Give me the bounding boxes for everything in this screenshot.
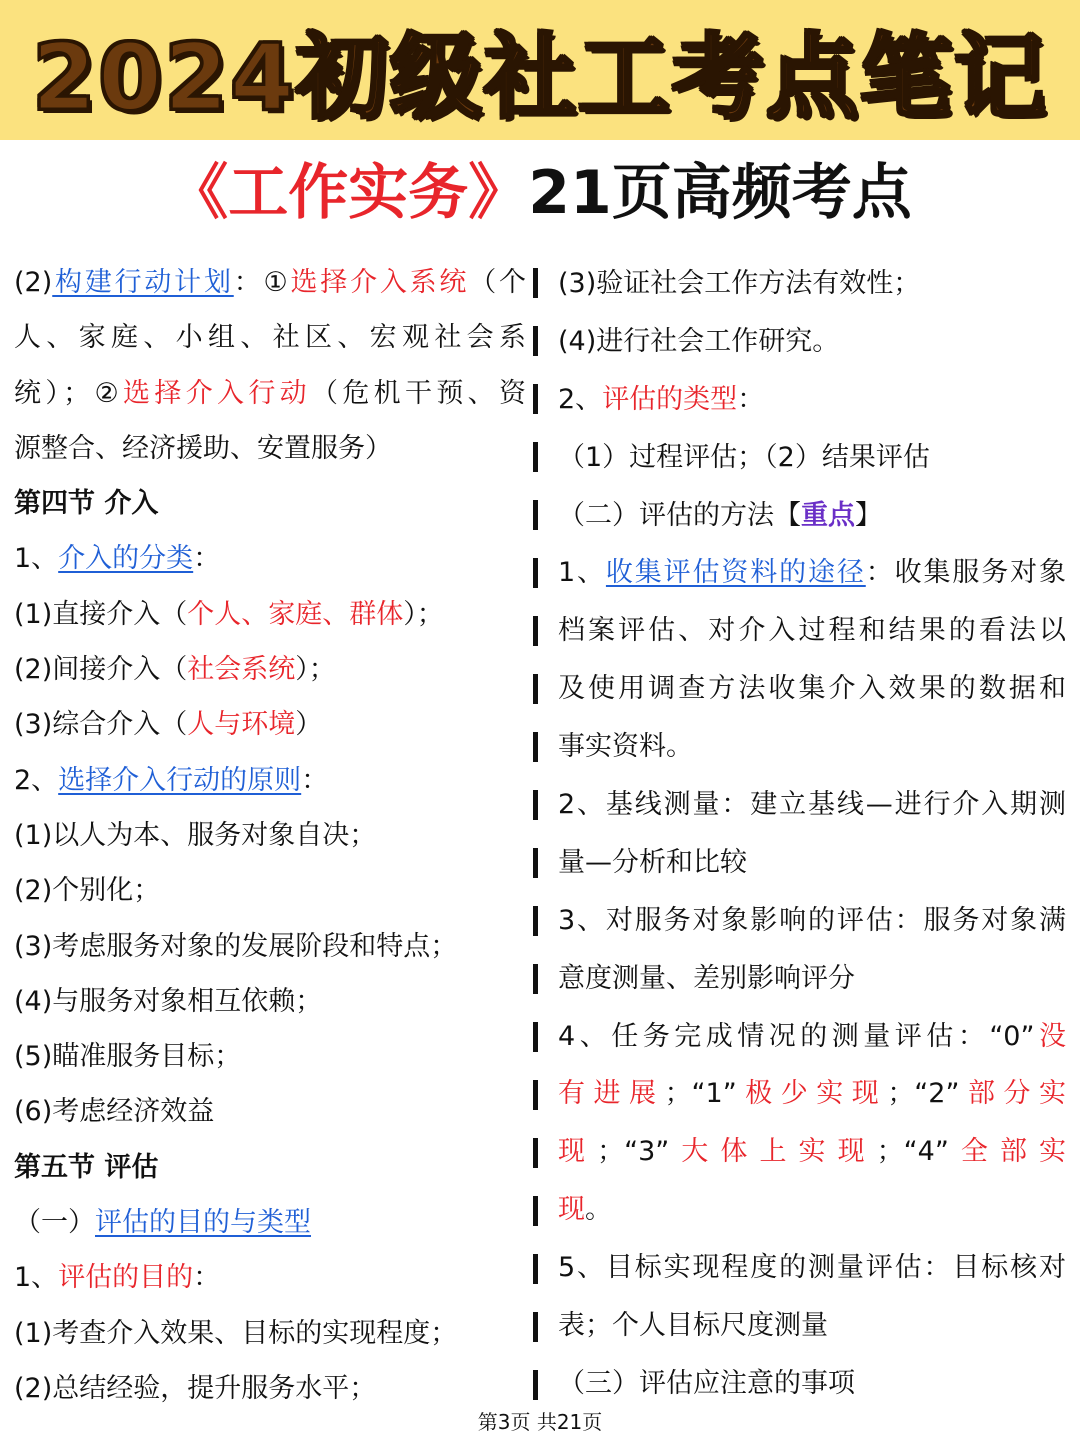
text-line: (3)验证社会工作方法有效性； xyxy=(558,268,921,299)
heading-link[interactable]: 构建行动计划 xyxy=(52,267,234,298)
highlight-text: 大体上实现 xyxy=(669,1136,877,1168)
divider-segment xyxy=(533,906,538,936)
divider-segment xyxy=(533,1080,538,1110)
text-line: 意度测量、差别影响评分 xyxy=(558,962,855,994)
divider-segment xyxy=(533,1022,538,1052)
highlight-text: 没 xyxy=(1034,1020,1066,1052)
text-line: 4、任务完成情况的测量评估：“0”没 xyxy=(558,1020,1066,1052)
text-line: (2)构建行动计划：①选择介入系统（个 xyxy=(14,267,527,298)
right-column xyxy=(558,255,1066,1413)
text-line: (3)综合介入（人与环境） xyxy=(14,709,323,741)
divider-segment xyxy=(533,1196,538,1226)
text-line: 3、对服务对象影响的评估：服务对象满 xyxy=(558,904,1066,936)
highlight-text: 全部实 xyxy=(948,1136,1067,1168)
divider-segment xyxy=(533,848,538,878)
divider-segment xyxy=(533,732,538,762)
page-title: 2024初级社工考点笔记 xyxy=(31,24,1049,131)
heading-link[interactable]: 收集评估资料的途径 xyxy=(605,557,866,589)
section-heading: 第四节 介入 xyxy=(14,488,159,520)
text-line: (6)考虑经济效益 xyxy=(14,1096,215,1128)
text-line: (1)直接介入（个人、家庭、群体）； xyxy=(14,598,444,630)
text-line: (1)以人为本、服务对象自决； xyxy=(14,819,377,851)
text-line: (4)进行社会工作研究。 xyxy=(558,325,840,357)
divider-segment xyxy=(533,500,538,530)
divider-segment xyxy=(533,790,538,820)
heading-link[interactable]: 介入的分类 xyxy=(58,543,194,575)
highlight-text: 选择介入系统 xyxy=(290,267,470,298)
highlight-text: 现 xyxy=(558,1136,598,1168)
subtitle-description: 21页高频考点 xyxy=(528,158,912,228)
divider-segment xyxy=(533,558,538,588)
text-line: 1、收集评估资料的途径：收集服务对象 xyxy=(558,557,1066,589)
text-line: (2)个别化； xyxy=(14,875,161,907)
text-line: 源整合、经济援助、安置服务） xyxy=(14,432,392,464)
highlight-text: 人与环境 xyxy=(187,709,296,741)
text-line: (2)总结经验，提升服务水平； xyxy=(14,1372,377,1404)
section-heading: 第五节 评估 xyxy=(14,1151,159,1183)
page-indicator: 第3页 共21页 xyxy=(477,1410,603,1434)
text-line: (2)间接介入（社会系统）； xyxy=(14,654,336,686)
text-line: (4)与服务对象相互依赖； xyxy=(14,985,323,1017)
divider-segment xyxy=(533,1138,538,1168)
key-point-label: 重点 xyxy=(801,499,855,531)
text-line: 现。 xyxy=(558,1194,612,1226)
text-line: (5)瞄准服务目标； xyxy=(14,1041,242,1073)
text-line: 5、目标实现程度的测量评估：目标核对 xyxy=(558,1252,1066,1284)
text-line: 表；个人目标尺度测量 xyxy=(558,1310,828,1342)
divider-segment xyxy=(533,1312,538,1342)
divider-segment xyxy=(533,964,538,994)
text-line: 事实资料。 xyxy=(558,731,693,763)
highlight-text: 评估的类型 xyxy=(602,383,738,415)
text-line: 2、基线测量：建立基线—进行介入期测 xyxy=(558,789,1066,821)
subtitle-book-name: 《工作实务》 xyxy=(168,158,529,228)
text-line: 1、介入的分类： xyxy=(14,543,221,575)
text-line: 有进展；“1”极少实现；“2”部分实 xyxy=(558,1078,1067,1110)
text-line: 量—分析和比较 xyxy=(558,846,747,878)
heading-link[interactable]: 选择介入行动的原则 xyxy=(58,764,302,796)
highlight-text: 部分实 xyxy=(959,1078,1067,1110)
divider-segment xyxy=(533,674,538,704)
divider-segment xyxy=(533,1370,538,1400)
highlight-text: 评估的目的 xyxy=(58,1262,194,1294)
divider-segment xyxy=(533,1254,538,1284)
divider-segment xyxy=(533,268,538,298)
divider-segment xyxy=(533,442,538,472)
highlight-text: 个人、家庭、群体 xyxy=(187,598,404,630)
text-line: 档案评估、对介入过程和结果的看法以 xyxy=(558,615,1066,647)
text-line: （三）评估应注意的事项 xyxy=(558,1367,855,1399)
text-line: （二）评估的方法【重点】 xyxy=(558,499,882,531)
page-subtitle xyxy=(0,148,1080,238)
left-column xyxy=(14,255,526,1416)
text-line: 1、评估的目的： xyxy=(14,1262,221,1294)
text-line: 人、家庭、小组、社区、宏观社会系 xyxy=(14,322,526,354)
highlight-text: 选择介入行动 xyxy=(123,377,312,409)
highlight-text: 现 xyxy=(558,1194,585,1226)
text-line: 及使用调查方法收集介入效果的数据和 xyxy=(558,673,1066,705)
heading-link[interactable]: 评估的目的与类型 xyxy=(95,1207,311,1239)
title-banner xyxy=(0,0,1080,140)
divider-segment xyxy=(533,326,538,356)
divider-segment xyxy=(533,616,538,646)
text-line: 统）；②选择介入行动（危机干预、资 xyxy=(14,377,526,409)
text-line: 2、选择介入行动的原则： xyxy=(14,764,329,796)
text-line: 现；“3”大体上实现；“4”全部实 xyxy=(558,1136,1067,1168)
text-line: （一）评估的目的与类型 xyxy=(14,1207,311,1239)
text-line: （1）过程评估；（2）结果评估 xyxy=(558,441,930,473)
divider-segment xyxy=(533,384,538,414)
text-line: (3)考虑服务对象的发展阶段和特点； xyxy=(14,930,458,962)
highlight-text: 社会系统 xyxy=(187,654,296,686)
text-line: (1)考查介入效果、目标的实现程度； xyxy=(14,1317,458,1349)
highlight-text: 极少实现 xyxy=(736,1078,888,1110)
highlight-text: 有进展 xyxy=(558,1078,665,1110)
text-line: 2、评估的类型： xyxy=(558,383,765,415)
